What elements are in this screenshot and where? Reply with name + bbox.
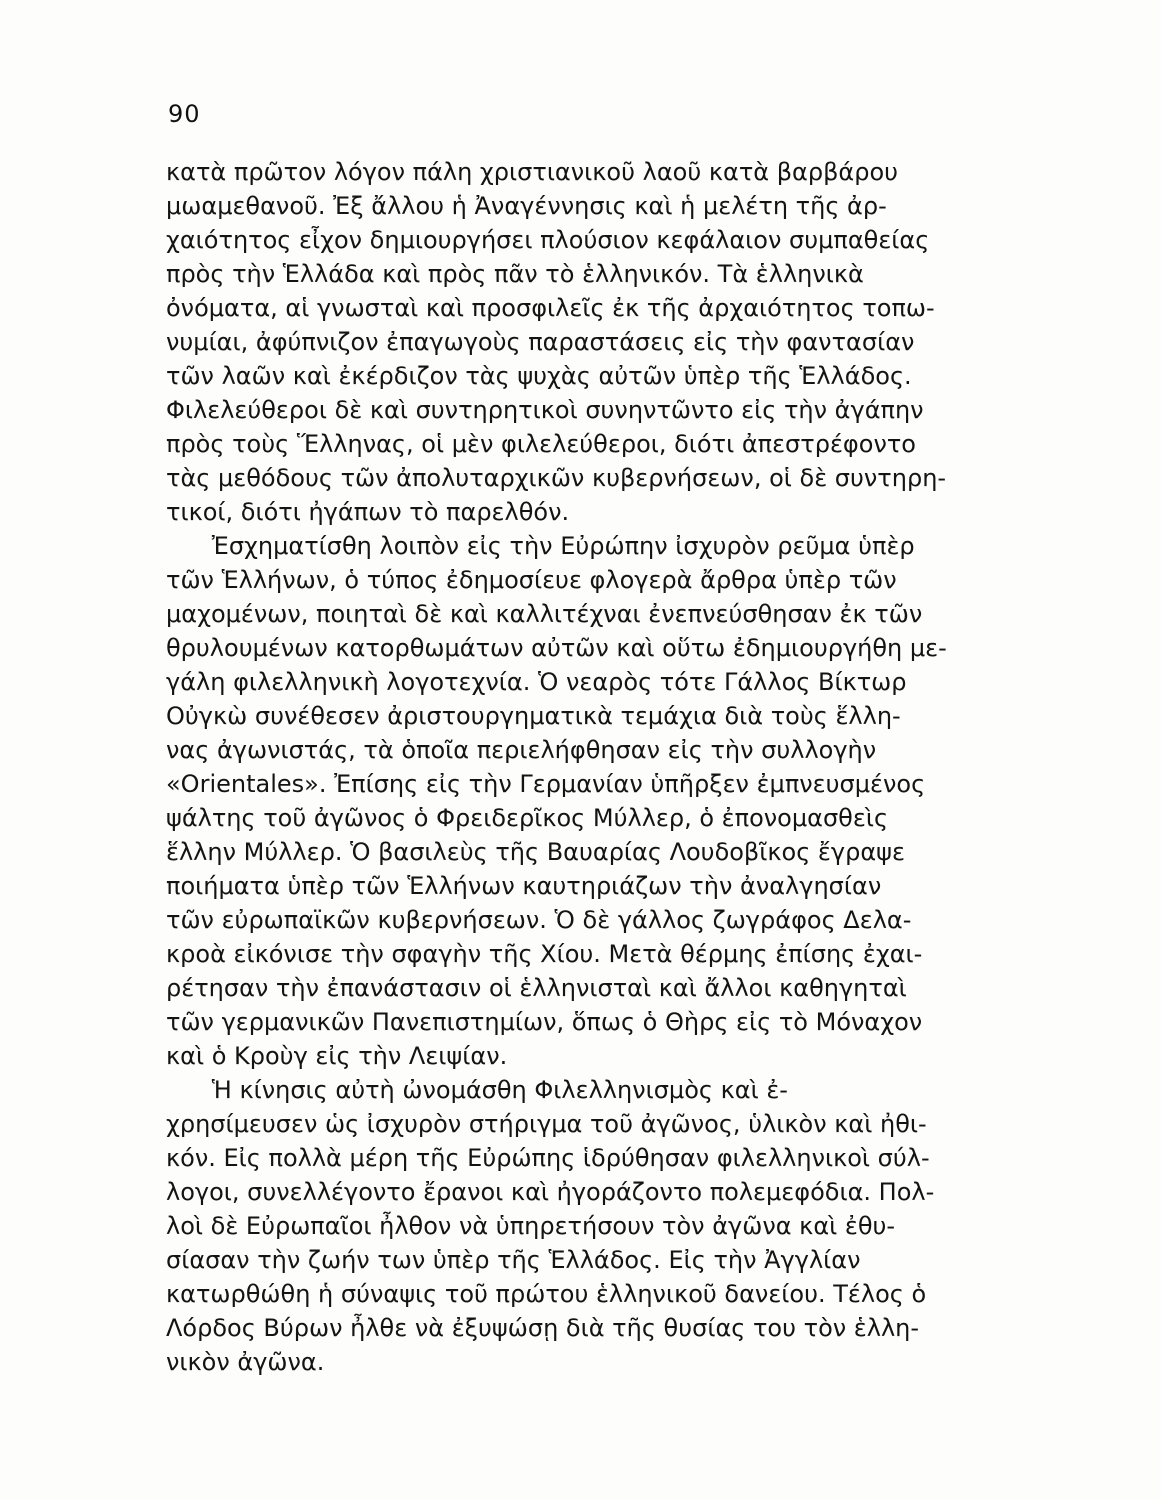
- text-line: λογοι, συνελλέγοντο ἔρανοι καὶ ἠγοράζοντο πολεμεφόδια. Πολ-: [166, 1178, 935, 1206]
- text-line: κόν. Εἰς πολλὰ μέρη τῆς Εὐρώπης ἱδρύθησαν φιλελληνικοὶ σύλ-: [166, 1144, 930, 1172]
- text-line: λοὶ δὲ Εὐρωπαῖοι ἦλθον νὰ ὑπηρετήσουν τὸν ἀγῶνα καὶ ἐθυ-: [166, 1212, 896, 1240]
- text-line: σίασαν τὴν ζωήν των ὑπὲρ τῆς Ἑλλάδος. Εἰς τὴν Ἀγγλίαν: [166, 1246, 861, 1274]
- text-line: Λόρδος Βύρων ἦλθε νὰ ἐξυψώσῃ διὰ τῆς θυσίας του τὸν ἑλλη-: [166, 1314, 920, 1342]
- text-line: γάλη φιλελληνικὴ λογοτεχνία. Ὁ νεαρὸς τότε Γάλλος Βίκτωρ: [166, 668, 907, 696]
- text-line: κατωρθώθη ἡ σύναψις τοῦ πρώτου ἑλληνικοῦ δανείου. Τέλος ὁ: [166, 1280, 927, 1308]
- text-line: ρέτησαν τὴν ἐπανάστασιν οἱ ἑλληνισταὶ καὶ ἄλλοι καθηγηταὶ: [166, 974, 907, 1002]
- text-line: χαιότητος εἶχον δημιουργήσει πλούσιον κεφάλαιον συμπαθείας: [166, 226, 930, 254]
- text-line: θρυλουμένων κατορθωμάτων αὐτῶν καὶ οὕτω ἐδημιουργήθη με-: [166, 634, 947, 662]
- text-line: νυμίαι, ἀφύπνιζον ἐπαγωγοὺς παραστάσεις εἰς τὴν φαντασίαν: [166, 328, 915, 356]
- text-line: ὀνόματα, αἱ γνωσταὶ καὶ προσφιλεῖς ἐκ τῆς ἀρχαιότητος τοπω-: [166, 294, 935, 322]
- text-line: καὶ ὁ Κροὺγ εἰς τὴν Λειψίαν.: [166, 1042, 508, 1070]
- text-line: τῶν λαῶν καὶ ἐκέρδιζον τὰς ψυχὰς αὐτῶν ὑπὲρ τῆς Ἑλλάδος.: [166, 362, 912, 390]
- text-line: νας ἀγωνιστάς, τὰ ὁποῖα περιελήφθησαν εἰς τὴν συλλογὴν: [166, 736, 877, 764]
- page-number: 90: [168, 100, 201, 128]
- text-line: Φιλελεύθεροι δὲ καὶ συντηρητικοὶ συνηντῶντο εἰς τὴν ἀγάπην: [166, 396, 924, 424]
- text-line: τῶν εὐρωπαϊκῶν κυβερνήσεων. Ὁ δὲ γάλλος ζωγράφος Δελα-: [166, 906, 912, 934]
- text-line: νικὸν ἀγῶνα.: [166, 1348, 325, 1376]
- text-line: πρὸς τὴν Ἑλλάδα καὶ πρὸς πᾶν τὸ ἑλληνικόν. Τὰ ἑλληνικὰ: [166, 260, 864, 288]
- text-line: κατὰ πρῶτον λόγον πάλη χριστιανικοῦ λαοῦ κατὰ βαρβάρου: [166, 158, 899, 186]
- text-line: Οὐγκὼ συνέθεσεν ἀριστουργηματικὰ τεμάχια διὰ τοὺς ἕλλη-: [166, 702, 901, 730]
- text-line: μαχομένων, ποιηταὶ δὲ καὶ καλλιτέχναι ἐνεπνεύσθησαν ἐκ τῶν: [166, 600, 923, 628]
- text-line: ψάλτης τοῦ ἀγῶνος ὁ Φρειδερῖκος Μύλλερ, ὁ ἐπονομασθεὶς: [166, 804, 889, 832]
- text-line: κροὰ εἰκόνισε τὴν σφαγὴν τῆς Χίου. Μετὰ θέρμης ἐπίσης ἐχαι-: [166, 940, 923, 968]
- text-line: τικοί, διότι ἠγάπων τὸ παρελθόν.: [166, 498, 570, 526]
- text-line: τῶν Ἑλλήνων, ὁ τύπος ἐδημοσίευε φλογερὰ ἄρθρα ὑπὲρ τῶν: [166, 566, 897, 594]
- text-line: τῶν γερμανικῶν Πανεπιστημίων, ὅπως ὁ Θὴρς εἰς τὸ Μόναχον: [166, 1008, 923, 1036]
- text-line: μωαμεθανοῦ. Ἐξ ἄλλου ἡ Ἀναγέννησις καὶ ἡ μελέτη τῆς ἀρ-: [166, 192, 887, 220]
- text-line: Ἡ κίνησις αὐτὴ ὠνομάσθη Φιλελληνισμὸς καὶ ἐ-: [166, 1076, 788, 1104]
- text-line: ἕλλην Μύλλερ. Ὁ βασιλεὺς τῆς Βαυαρίας Λουδοβῖκος ἔγραψε: [166, 838, 905, 866]
- text-line: χρησίμευσεν ὡς ἰσχυρὸν στήριγμα τοῦ ἀγῶνος, ὑλικὸν καὶ ἠθι-: [166, 1110, 927, 1138]
- text-line: «Orientales». Ἐπίσης εἰς τὴν Γερμανίαν ὑπῆρξεν ἐμπνευσμένος: [166, 770, 926, 798]
- text-line: Ἐσχηματίσθη λοιπὸν εἰς τὴν Εὐρώπην ἰσχυρὸν ρεῦμα ὑπὲρ: [166, 532, 915, 560]
- text-line: πρὸς τοὺς Ἕλληνας, οἱ μὲν φιλελεύθεροι, διότι ἀπεστρέφοντο: [166, 430, 916, 458]
- text-line: τὰς μεθόδους τῶν ἀπολυταρχικῶν κυβερνήσεων, οἱ δὲ συντηρη-: [166, 464, 947, 492]
- body-text: [166, 155, 1126, 1379]
- text-line: ποιήματα ὑπὲρ τῶν Ἑλλήνων καυτηριάζων τὴν ἀναλγησίαν: [166, 872, 882, 900]
